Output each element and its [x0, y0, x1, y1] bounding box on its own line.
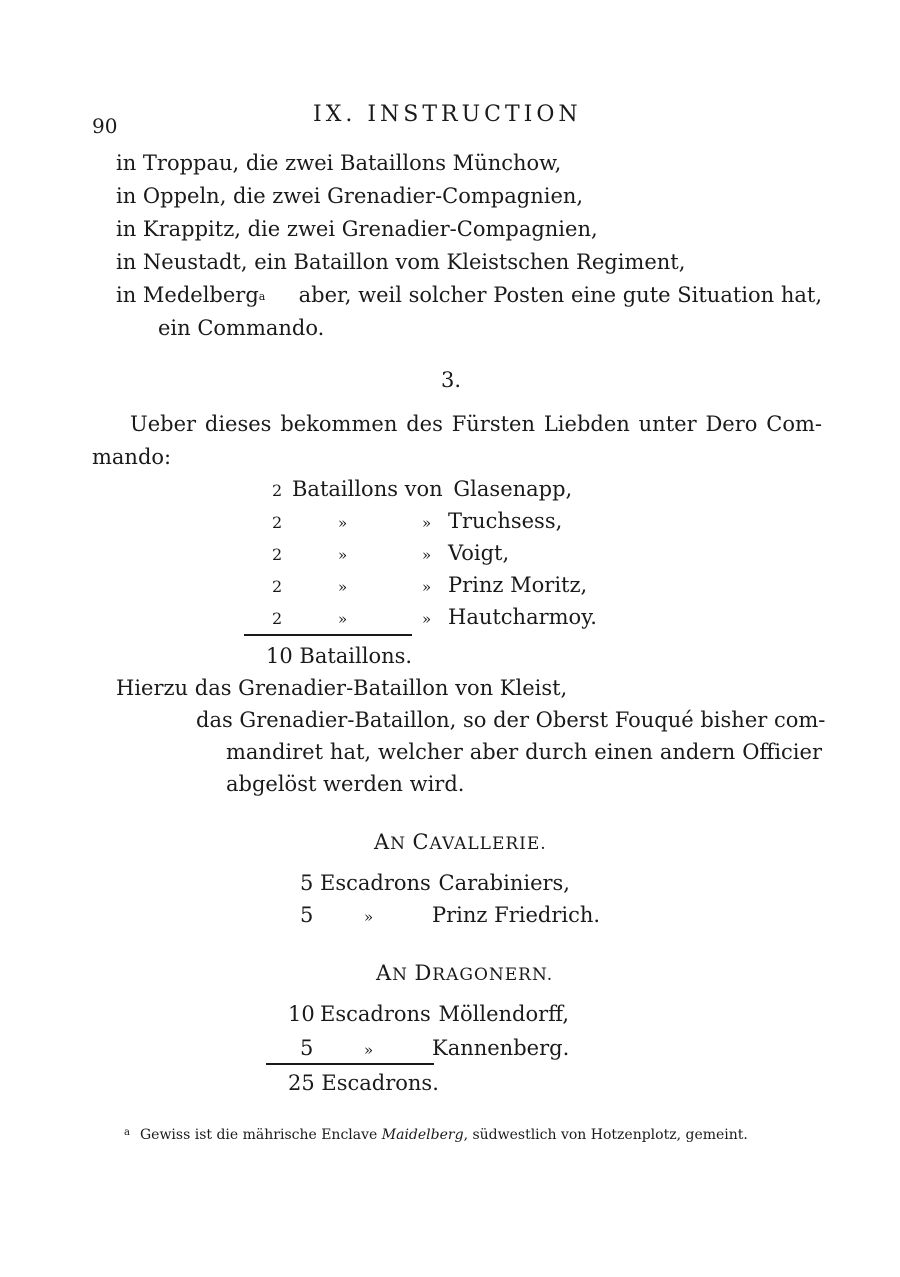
battalion-total: 10 Bataillons.: [266, 644, 413, 668]
garrison-line-troppau: in Troppau, die zwei Bataillons Münchow,: [116, 151, 562, 175]
footnote-italic-place: Maidelberg: [381, 1127, 464, 1143]
dragoon-row-moellendorff: 10 Escadrons Möllendorff,: [288, 1002, 570, 1026]
battalion-row-glasenapp: 2 Bataillons von Glasenapp,: [272, 477, 573, 501]
garrison-line-krappitz: in Krappitz, die zwei Grenadier-Compagnien,: [116, 217, 598, 241]
dragoon-sum-rule: [266, 1063, 434, 1065]
footnote-reference: a: [258, 290, 266, 303]
medelberg-text: aber, weil solcher Posten eine gute Situation hat,: [298, 283, 822, 307]
grenadier-line-3: mandiret hat, welcher aber durch einen andern Officier: [226, 740, 822, 764]
battalion-row-hautcharmoy: 2 » » Hautcharmoy.: [272, 605, 597, 629]
battalion-row-truchsess: 2 » » Truchsess,: [272, 509, 563, 533]
garrison-line-commando: ein Commando.: [158, 316, 325, 340]
cavalry-row-carabiniers: 5 Escadrons Carabiniers,: [300, 871, 570, 895]
page-number: 90: [92, 114, 118, 138]
garrison-line-neustadt: in Neustadt, ein Bataillon vom Kleistschen Regiment,: [116, 250, 686, 274]
medelberg-place: in Medelberg$^a$: [116, 283, 266, 307]
dragoons-heading: AN DRAGONERN.: [376, 961, 554, 985]
cavalry-row-prinz-friedrich: 5 » Prinz Friedrich.: [300, 903, 601, 927]
cavalry-heading: AN CAVALLERIE.: [374, 830, 547, 854]
intro-line-1: Ueber dieses bekommen des Fürsten Liebden unter Dero Com-: [130, 412, 822, 436]
garrison-line-medelberg: [116, 280, 822, 310]
battalion-row-voigt: 2 » » Voigt,: [272, 541, 510, 565]
garrison-line-oppeln: in Oppeln, die zwei Grenadier-Compagnien,: [116, 184, 584, 208]
battalion-sum-rule: [244, 634, 412, 636]
dragoon-total: 25 Escadrons.: [288, 1071, 439, 1095]
intro-line-2: mando:: [92, 445, 172, 469]
grenadier-line-1: Hierzu das Grenadier-Bataillon von Kleist,: [116, 676, 568, 700]
battalion-row-prinz-moritz: 2 » » Prinz Moritz,: [272, 573, 588, 597]
running-head: IX. INSTRUCTION: [313, 102, 582, 127]
grenadier-line-2: das Grenadier-Bataillon, so der Oberst Fouqué bisher com-: [196, 708, 826, 732]
section-number: 3.: [441, 368, 462, 392]
grenadier-line-4: abgelöst werden wird.: [226, 772, 465, 796]
dragoon-row-kannenberg: 5 » Kannenberg.: [300, 1036, 570, 1060]
footnote-marker: a: [124, 1127, 130, 1138]
footnote: $^a$ Gewiss ist die mährische Enclave Maidelberg, südwestlich von Hotzenplotz, gemeint.: [124, 1127, 748, 1143]
